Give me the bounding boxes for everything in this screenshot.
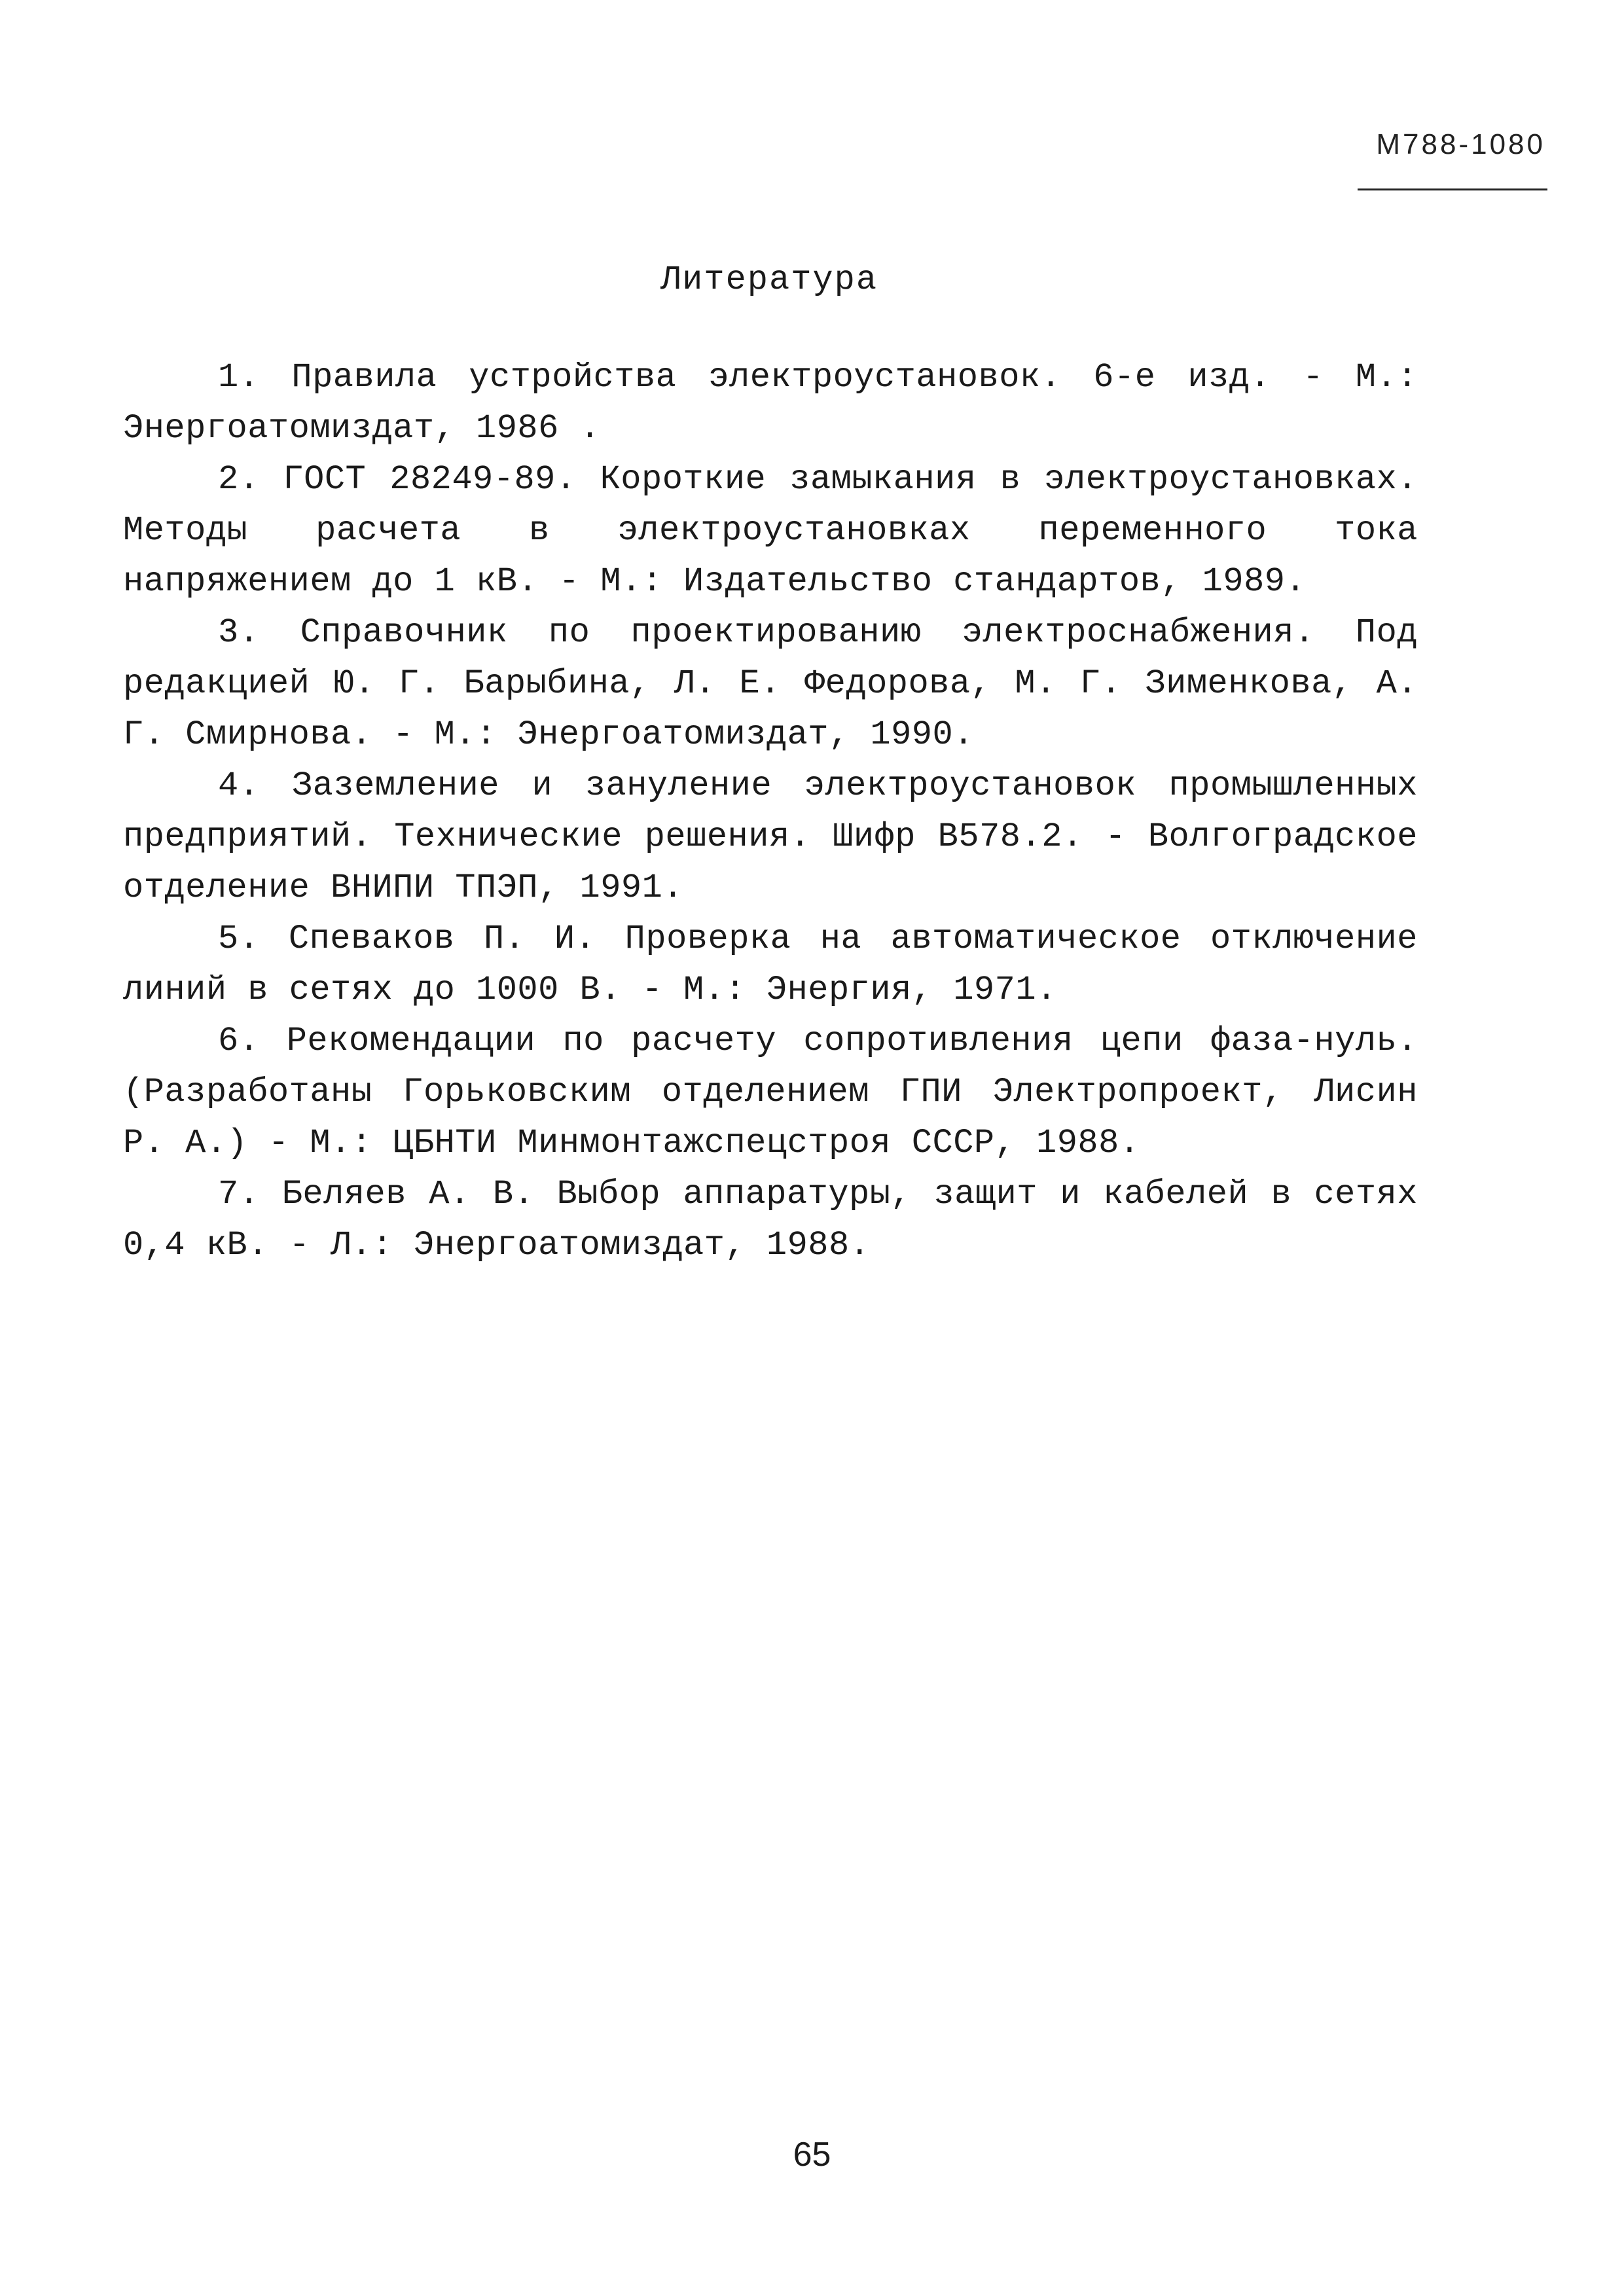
document-code: М788-1080	[1376, 128, 1545, 160]
page-number: 65	[793, 2136, 831, 2174]
reference-list	[123, 352, 1418, 1271]
header-rule	[1358, 188, 1547, 190]
reference-item-2: 2. ГОСТ 28249-89. Короткие замыкания в электроустановках. Методы расчета в электроустановках переменного тока напряжением до 1 кВ. - М.: Издательство стандартов, 1989.	[123, 460, 1418, 601]
reference-item-5: 5. Спеваков П. И. Проверка на автоматическое отключение линий в сетях до 1000 В. - М.: Энергия, 1971.	[123, 920, 1418, 1009]
reference-item-4: 4. Заземление и зануление электроустановок промышленных предприятий. Технические решения. Шифр В578.2. - Волгоградское отделение ВНИПИ ТПЭП, 1991.	[123, 766, 1418, 907]
page-title: Литература	[660, 260, 878, 299]
reference-item-6: 6. Рекомендации по расчету сопротивления цепи фаза-нуль. (Разработаны Горьковским отделением ГПИ Электропроект, Лисин Р. А.) - М.: ЦБНТИ Минмонтажспецстроя СССР, 1988.	[123, 1022, 1418, 1162]
reference-item-7: 7. Беляев А. В. Выбор аппаратуры, защит и кабелей в сетях 0,4 кВ. - Л.: Энергоатомиздат, 1988.	[123, 1175, 1418, 1265]
reference-item-3: 3. Справочник по проектированию электроснабжения. Под редакцией Ю. Г. Барыбина, Л. Е. Федорова, М. Г. Зименкова, А. Г. Смирнова. - М.: Энергоатомиздат, 1990.	[123, 613, 1418, 754]
reference-item-1: 1. Правила устройства электроустановок. 6-е изд. - М.: Энергоатомиздат, 1986 .	[123, 358, 1418, 448]
